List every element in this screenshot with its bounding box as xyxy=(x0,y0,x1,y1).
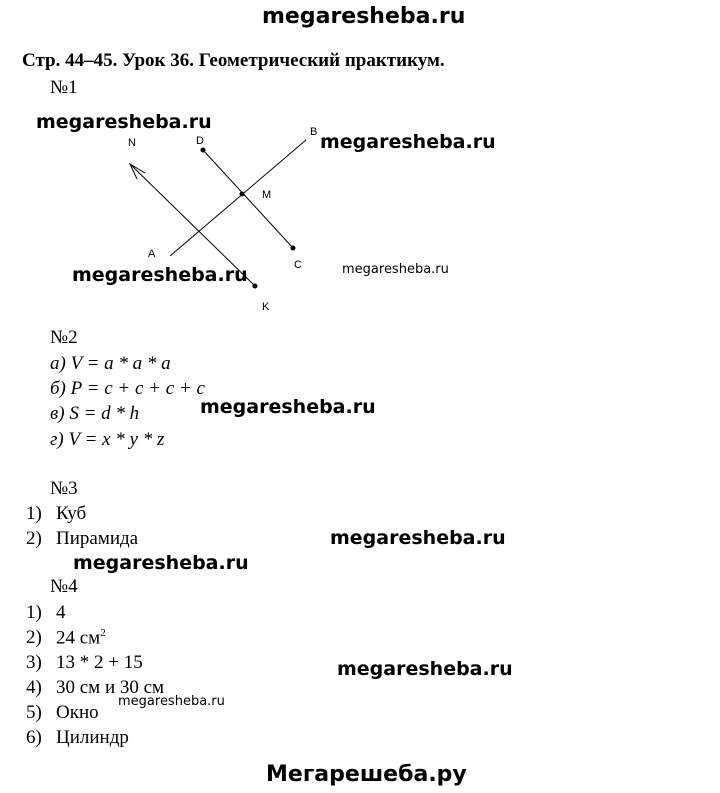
item-text: Куб xyxy=(56,503,87,524)
label-m: M xyxy=(262,189,272,201)
item-number: 1) xyxy=(26,503,42,524)
item-text: 30 см и 30 см xyxy=(56,677,165,698)
item-number: 3) xyxy=(26,652,42,673)
item-text: Цилиндр xyxy=(56,727,129,748)
watermark-text: megaresheba.ru xyxy=(118,694,225,709)
label-k: K xyxy=(262,301,270,313)
point-d xyxy=(201,148,206,153)
watermark-text: megaresheba.ru xyxy=(330,527,506,549)
task4-item xyxy=(26,602,66,624)
label-n: N xyxy=(128,137,136,149)
point-m xyxy=(240,192,245,197)
task1-label: №1 xyxy=(50,77,78,98)
formula-c: в) S = d * h xyxy=(50,403,140,424)
label-d: D xyxy=(196,135,204,147)
item-text: Окно xyxy=(56,702,99,723)
line-ab xyxy=(170,140,306,256)
task4-item xyxy=(26,652,143,674)
label-c: C xyxy=(294,259,302,271)
item-number: 1) xyxy=(26,602,42,623)
watermark-text: megaresheba.ru xyxy=(36,111,212,133)
task3-item xyxy=(26,528,138,550)
footer-text: Мегарешеба.ру xyxy=(266,762,467,787)
item-number: 6) xyxy=(26,727,42,748)
formula-d: г) V = x * y * z xyxy=(50,429,165,450)
geometry-diagram xyxy=(100,118,330,318)
label-b: B xyxy=(310,126,318,138)
task4-label: №4 xyxy=(50,576,78,597)
item-number: 4) xyxy=(26,677,42,698)
point-k xyxy=(253,284,258,289)
formula-a: а) V = a * a * a xyxy=(50,353,171,374)
item-number: 2) xyxy=(26,528,42,549)
header-watermark: megaresheba.ru xyxy=(262,4,466,29)
label-a: A xyxy=(148,248,156,260)
item-text: 13 * 2 + 15 xyxy=(56,652,143,673)
item-number: 5) xyxy=(26,702,42,723)
task4-item xyxy=(26,627,106,649)
watermark-text: megaresheba.ru xyxy=(337,658,513,680)
task4-item xyxy=(26,727,129,749)
watermark-text: megaresheba.ru xyxy=(200,396,376,418)
task2-label: №2 xyxy=(50,327,78,348)
task3-item xyxy=(26,503,86,525)
watermark-text: megaresheba.ru xyxy=(342,262,449,277)
watermark-text: megaresheba.ru xyxy=(73,552,249,574)
point-c xyxy=(291,246,296,251)
ray-kn xyxy=(130,164,255,286)
superscript: 2 xyxy=(100,627,106,639)
item-text: 24 см xyxy=(56,627,101,649)
formula-b: б) P = c + c + c + c xyxy=(50,378,205,399)
segment-dc xyxy=(203,150,293,248)
item-number: 2) xyxy=(26,627,42,649)
page-title: Стр. 44–45. Урок 36. Геометрический практикум. xyxy=(22,50,445,71)
watermark-text: megaresheba.ru xyxy=(72,264,248,286)
item-text: 4 xyxy=(56,602,66,623)
task4-item xyxy=(26,702,99,724)
task3-label: №3 xyxy=(50,478,78,499)
watermark-text: megaresheba.ru xyxy=(320,131,496,153)
item-text: Пирамида xyxy=(56,528,139,549)
